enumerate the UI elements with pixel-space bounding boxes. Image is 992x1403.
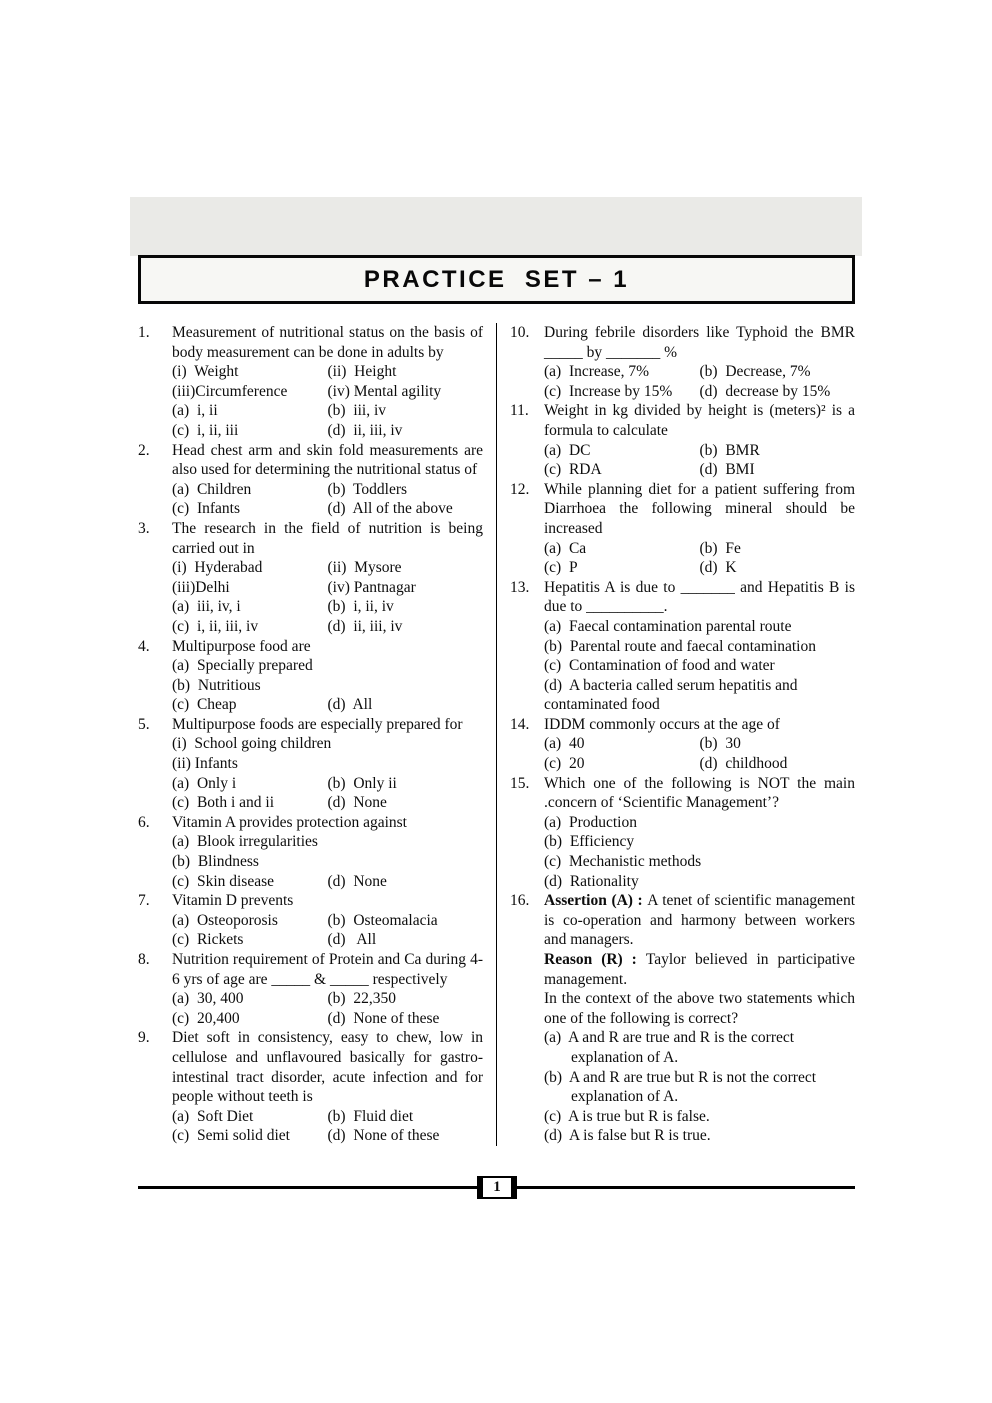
scan-shade-band [130,197,862,256]
question-number: 2. [138,441,150,459]
question-number: 14. [510,715,530,733]
option-row [172,558,483,578]
question-number: 15. [510,774,530,792]
option-row [172,774,483,794]
option: (c) Mechanistic methods [544,853,702,871]
question-number: 5. [138,715,150,733]
option-row [544,754,855,774]
option: (a) Ca [544,539,587,557]
question [510,401,855,479]
option-row [172,832,483,852]
option-row [544,656,855,676]
question-number: 7. [138,892,150,910]
option: (a) 30, 400 [172,990,244,1008]
option-row [544,1028,855,1067]
question-body [544,715,855,774]
option: (a) 40 [544,735,585,753]
question-text [544,323,855,362]
option: (a) Blook irregularities [172,833,318,851]
option-row [172,911,483,931]
option: (b) Toddlers [327,480,408,498]
option: (d) None [327,794,387,812]
option: (d) All [327,931,377,949]
option: (i) Hyderabad [172,559,263,577]
question [138,813,483,891]
option: (b) iii, iv [327,402,387,420]
option: (ii) Mysore [327,559,402,577]
option: (c) Skin disease [172,872,275,890]
question-text-segment: Which one of the following is NOT the main .concern of ‘Scientific Management’? [544,774,855,812]
question-text-segment: Head chest arm and skin fold measurements are also used for determining the nutritional status of [172,441,483,479]
option: (d) None of these [327,1009,440,1027]
option: (a) Soft Diet [172,1107,254,1125]
option: (a) Only i [172,774,237,792]
question-text [544,950,855,989]
option-row [172,930,483,950]
option: (iii)Circumference [172,382,288,400]
option: (c) Increase by 15% [544,382,673,400]
question-text-segment: Vitamin A provides protection against [172,813,407,831]
option: (a) Children [172,480,252,498]
option: (c) 20 [544,755,585,773]
option: (a) iii, iv, i [172,598,241,616]
option-row [172,852,483,872]
option-row [172,421,483,441]
question-text-segment: In the context of the above two statements which one of the following is correct? [544,990,855,1027]
option-row [172,382,483,402]
option: (b) Nutritious [172,676,261,694]
question-number: 1. [138,324,150,341]
option: (a) A and R are true and R is the correct explanation of A. [544,1029,798,1066]
option: (b) i, ii, iv [327,598,394,616]
question-text [544,578,855,617]
option: (d) None of these [327,1127,440,1145]
question-text [544,401,855,440]
question-body [172,891,483,950]
option: (b) Fluid diet [327,1107,414,1125]
question-text-bold: Reason (R) : [544,951,646,968]
question-body [172,441,483,519]
option: (b) Decrease, 7% [699,363,811,381]
question-text-segment: Multipurpose food are [172,637,311,655]
question-columns [138,323,855,1146]
option: (c) Semi solid diet [172,1127,290,1145]
question-body [544,323,855,401]
question-text [172,715,483,735]
question-text-segment: Nutrition requirement of Protein and Ca during 4-6 yrs of age are _____ & _____ respectively [172,951,483,988]
title-box [138,255,855,304]
option-row [172,362,483,382]
question [510,480,855,578]
question [138,519,483,637]
option: (a) Faecal contamination parental route [544,617,792,635]
question-text-segment: While planning diet for a patient suffering from Diarrhoea the following mineral should be increased [544,480,855,537]
option: (a) Increase, 7% [544,363,649,381]
question [138,637,483,715]
option: (b) Blindness [172,853,259,871]
option: (b) 22,350 [327,990,396,1008]
question [510,891,855,1146]
question-text [172,323,483,362]
option: (c) Infants [172,500,240,518]
question-text-segment: During febrile disorders like Typhoid the BMR _____ by _______ % [544,324,855,361]
question-body [172,323,483,441]
option-row [544,1068,855,1107]
question-text [544,715,855,735]
page-title: PRACTICE SET – 1 [363,265,630,293]
question-body [544,401,855,479]
page-number-box [477,1176,517,1199]
question-body [544,578,855,715]
question-text-segment: IDDM commonly occurs at the age of [544,715,780,733]
question [138,441,483,519]
option: (a) Specially prepared [172,657,313,675]
option: (a) DC [544,441,591,459]
option: (d) ii, iii, iv [327,617,403,635]
question-text-segment: Taylor believed in participative management. [544,951,855,988]
option-row [172,597,483,617]
option: (b) Osteomalacia [327,911,438,929]
question-number: 10. [510,324,530,341]
question [138,1028,483,1146]
option: (ii) Infants [172,755,238,773]
option-row [172,480,483,500]
option: (b) A and R are true but R is not the correct explanation of A. [544,1068,820,1106]
question-text [172,519,483,558]
option-row [544,872,855,892]
option-row [172,499,483,519]
option: (b) Only ii [327,774,397,792]
option-row [544,617,855,637]
option-row [172,754,483,774]
question-body [172,950,483,1028]
option: (b) Parental route and faecal contamination [544,637,816,655]
option: (d) K [699,559,737,577]
question-text-segment: Measurement of nutritional status on the basis of body measurement can be done in adults by [172,324,483,361]
option-row [544,382,855,402]
option: (a) i, ii [172,402,218,420]
option-row [172,578,483,598]
question-text [172,1028,483,1106]
option: (c) A is true but R is false. [544,1107,710,1125]
question-number: 13. [510,578,530,596]
option: (b) 30 [699,735,741,753]
option-row [172,989,483,1009]
option: (c) Contamination of food and water [544,657,775,675]
option: (c) 20,400 [172,1009,240,1027]
option-row [172,1009,483,1029]
option: (b) Efficiency [544,833,635,851]
question-text-segment: Diet soft in consistency, easy to chew, low in cellulose and unflavoured basically for gastro-intestinal tract disorder, acute infection and for people without teeth is [172,1029,483,1106]
option: (c) Rickets [172,931,244,949]
page-number: 1 [493,1179,501,1195]
question-number: 4. [138,637,150,655]
question-body [172,715,483,813]
option-row [172,734,483,754]
question-text-segment: Multipurpose foods are especially prepared for [172,715,463,733]
option: (d) BMI [699,461,755,479]
question-body [544,480,855,578]
option: (a) Production [544,813,637,831]
option: (c) Cheap [172,696,237,714]
option: (d) A is false but R is true. [544,1127,711,1145]
question-number: 12. [510,480,530,498]
option: (d) A bacteria called serum hepatitis and contaminated food [544,676,802,714]
option-row [544,734,855,754]
question-text [172,637,483,657]
question [510,715,855,774]
question [138,323,483,441]
question [138,891,483,950]
option-row [172,1126,483,1146]
question-text-segment: Weight in kg divided by height is (meters)² is a formula to calculate [544,402,855,439]
question-text-segment: A tenet of scientific management is co-operation and harmony between workers and managers. [544,892,855,949]
question [510,578,855,715]
question [510,774,855,892]
question-body [172,813,483,891]
question-text-segment: Vitamin D prevents [172,892,294,910]
right-column [510,323,855,1146]
question-text [544,989,855,1028]
option: (iv) Mental agility [327,382,442,400]
option-row [544,832,855,852]
option-row [172,793,483,813]
question-body [172,637,483,715]
option-row [544,558,855,578]
option: (iv) Pantnagar [327,578,416,596]
option-row [544,813,855,833]
question-number: 8. [138,951,150,968]
option: (a) Osteoporosis [172,911,278,929]
question-text-bold: Assertion (A) : [544,892,648,910]
option: (d) childhood [699,755,788,773]
question-text-segment: The research in the field of nutrition is being carried out in [172,519,483,557]
question-text [172,813,483,833]
question-body [544,891,855,1146]
option-row [544,362,855,382]
question-text-segment: Hepatitis A is due to _______ and Hepatitis B is due to __________. [544,578,855,616]
option: (iii)Delhi [172,578,230,596]
question [138,950,483,1028]
option-row [544,637,855,657]
option: (c) P [544,559,578,577]
question [510,323,855,401]
option: (d) decrease by 15% [699,382,831,400]
option-row [172,695,483,715]
question-number: 3. [138,519,150,537]
option-row [544,1126,855,1146]
question-body [172,519,483,637]
option-row [172,401,483,421]
question-text [544,891,855,950]
question-text [172,950,483,989]
question-body [544,774,855,892]
option: (d) All [327,696,373,714]
option: (d) Rationality [544,872,639,890]
option-row [544,460,855,480]
option: (c) i, ii, iii, iv [172,617,259,635]
option: (d) ii, iii, iv [327,421,403,439]
option: (ii) Height [327,363,397,381]
option-row [544,852,855,872]
option-row [172,656,483,676]
option: (i) School going children [172,735,332,753]
option-row [172,872,483,892]
question-text [172,441,483,480]
question-number: 16. [510,892,530,910]
option-row [544,441,855,461]
option: (b) Fe [699,539,741,557]
option: (c) i, ii, iii [172,421,239,439]
option: (d) None [327,872,387,890]
option-row [544,1107,855,1127]
option: (d) All of the above [327,500,453,518]
left-column [138,323,483,1146]
option-row [544,676,855,715]
question-text [544,480,855,539]
option-row [172,676,483,696]
question-text [544,774,855,813]
option-row [172,1107,483,1127]
question-number: 11. [510,402,529,420]
question-number: 6. [138,813,150,831]
option-row [544,539,855,559]
question-body [172,1028,483,1146]
option: (c) RDA [544,461,602,479]
column-divider [496,323,497,1146]
option: (i) Weight [172,363,239,381]
option: (c) Both i and ii [172,794,275,812]
option: (b) BMR [699,441,760,459]
option-row [172,617,483,637]
question [138,715,483,813]
question-number: 9. [138,1029,150,1047]
question-text [172,891,483,911]
